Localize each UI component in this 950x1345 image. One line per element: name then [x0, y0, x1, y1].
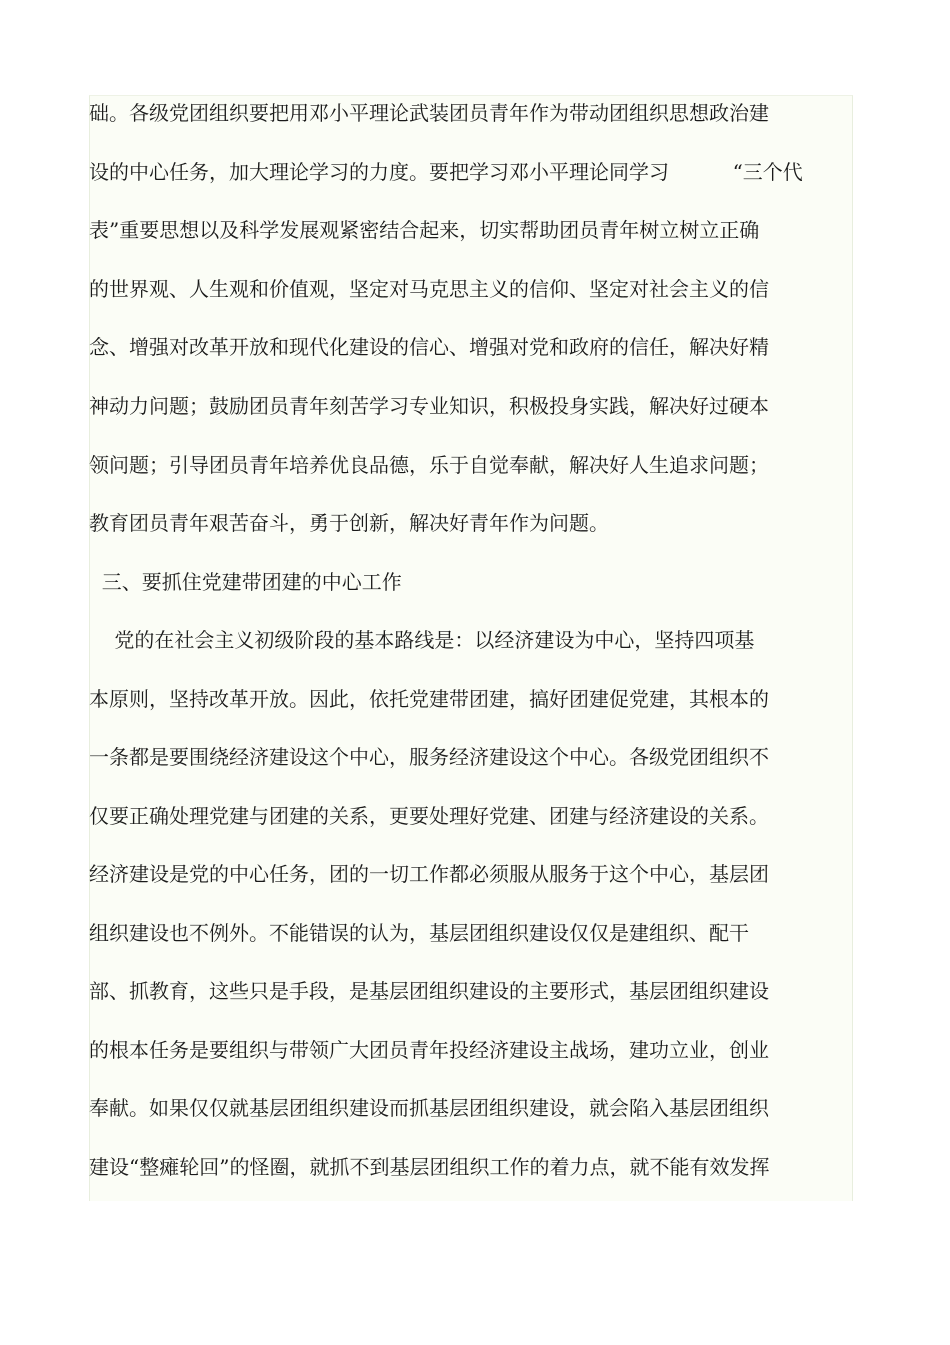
text-line: 表”重要思想以及科学发展观紧密结合起来，切实帮助团员青年树立树立正确 — [89, 218, 760, 242]
text-line: 本原则，坚持改革开放。因此，依托党建带团建，搞好团建促党建，其根本的 — [89, 687, 769, 711]
text-line: 经济建设是党的中心任务，团的一切工作都必须服从服务于这个中心，基层团 — [89, 862, 769, 886]
text-line: 组织建设也不例外。不能错误的认为，基层团组织建设仅仅是建组织、配干 — [89, 921, 749, 945]
text-line: 奉献。如果仅仅就基层团组织建设而抓基层团组织建设，就会陷入基层团组织 — [89, 1096, 769, 1120]
text-line: 础。各级党团组织要把用邓小平理论武装团员青年作为带动团组织思想政治建 — [89, 101, 769, 125]
text-line: 神动力问题；鼓励团员青年刻苦学习专业知识，积极投身实践，解决好过硬本 — [89, 394, 769, 418]
text-line: 的根本任务是要组织与带领广大团员青年投经济建设主战场，建功立业，创业 — [89, 1038, 769, 1062]
text-line: 领问题；引导团员青年培养优良品德，乐于自觉奉献，解决好人生追求问题； — [89, 453, 769, 477]
paragraph-first-line: 党的在社会主义初级阶段的基本路线是：以经济建设为中心，坚持四项基 — [89, 628, 755, 652]
text-line: 部、抓教育，这些只是手段，是基层团组织建设的主要形式，基层团组织建设 — [89, 979, 769, 1003]
section-heading: 三、要抓住党建带团建的中心工作 — [89, 570, 402, 594]
text-line: 设的中心任务，加大理论学习的力度。要把学习邓小平理论同学习 “三个代 — [89, 160, 803, 184]
text-line: 一条都是要围绕经济建设这个中心，服务经济建设这个中心。各级党团组织不 — [89, 745, 769, 769]
text-line: 的世界观、人生观和价值观，坚定对马克思主义的信仰、坚定对社会主义的信 — [89, 277, 769, 301]
text-line: 仅要正确处理党建与团建的关系，更要处理好党建、团建与经济建设的关系。 — [89, 804, 769, 828]
text-line: 念、增强对改革开放和现代化建设的信心、增强对党和政府的信任，解决好精 — [89, 335, 769, 359]
text-line: 建设“整瘫轮回”的怪圈，就抓不到基层团组织工作的着力点，就不能有效发挥 — [89, 1155, 770, 1179]
text-line: 教育团员青年艰苦奋斗，勇于创新，解决好青年作为问题。 — [89, 511, 609, 535]
